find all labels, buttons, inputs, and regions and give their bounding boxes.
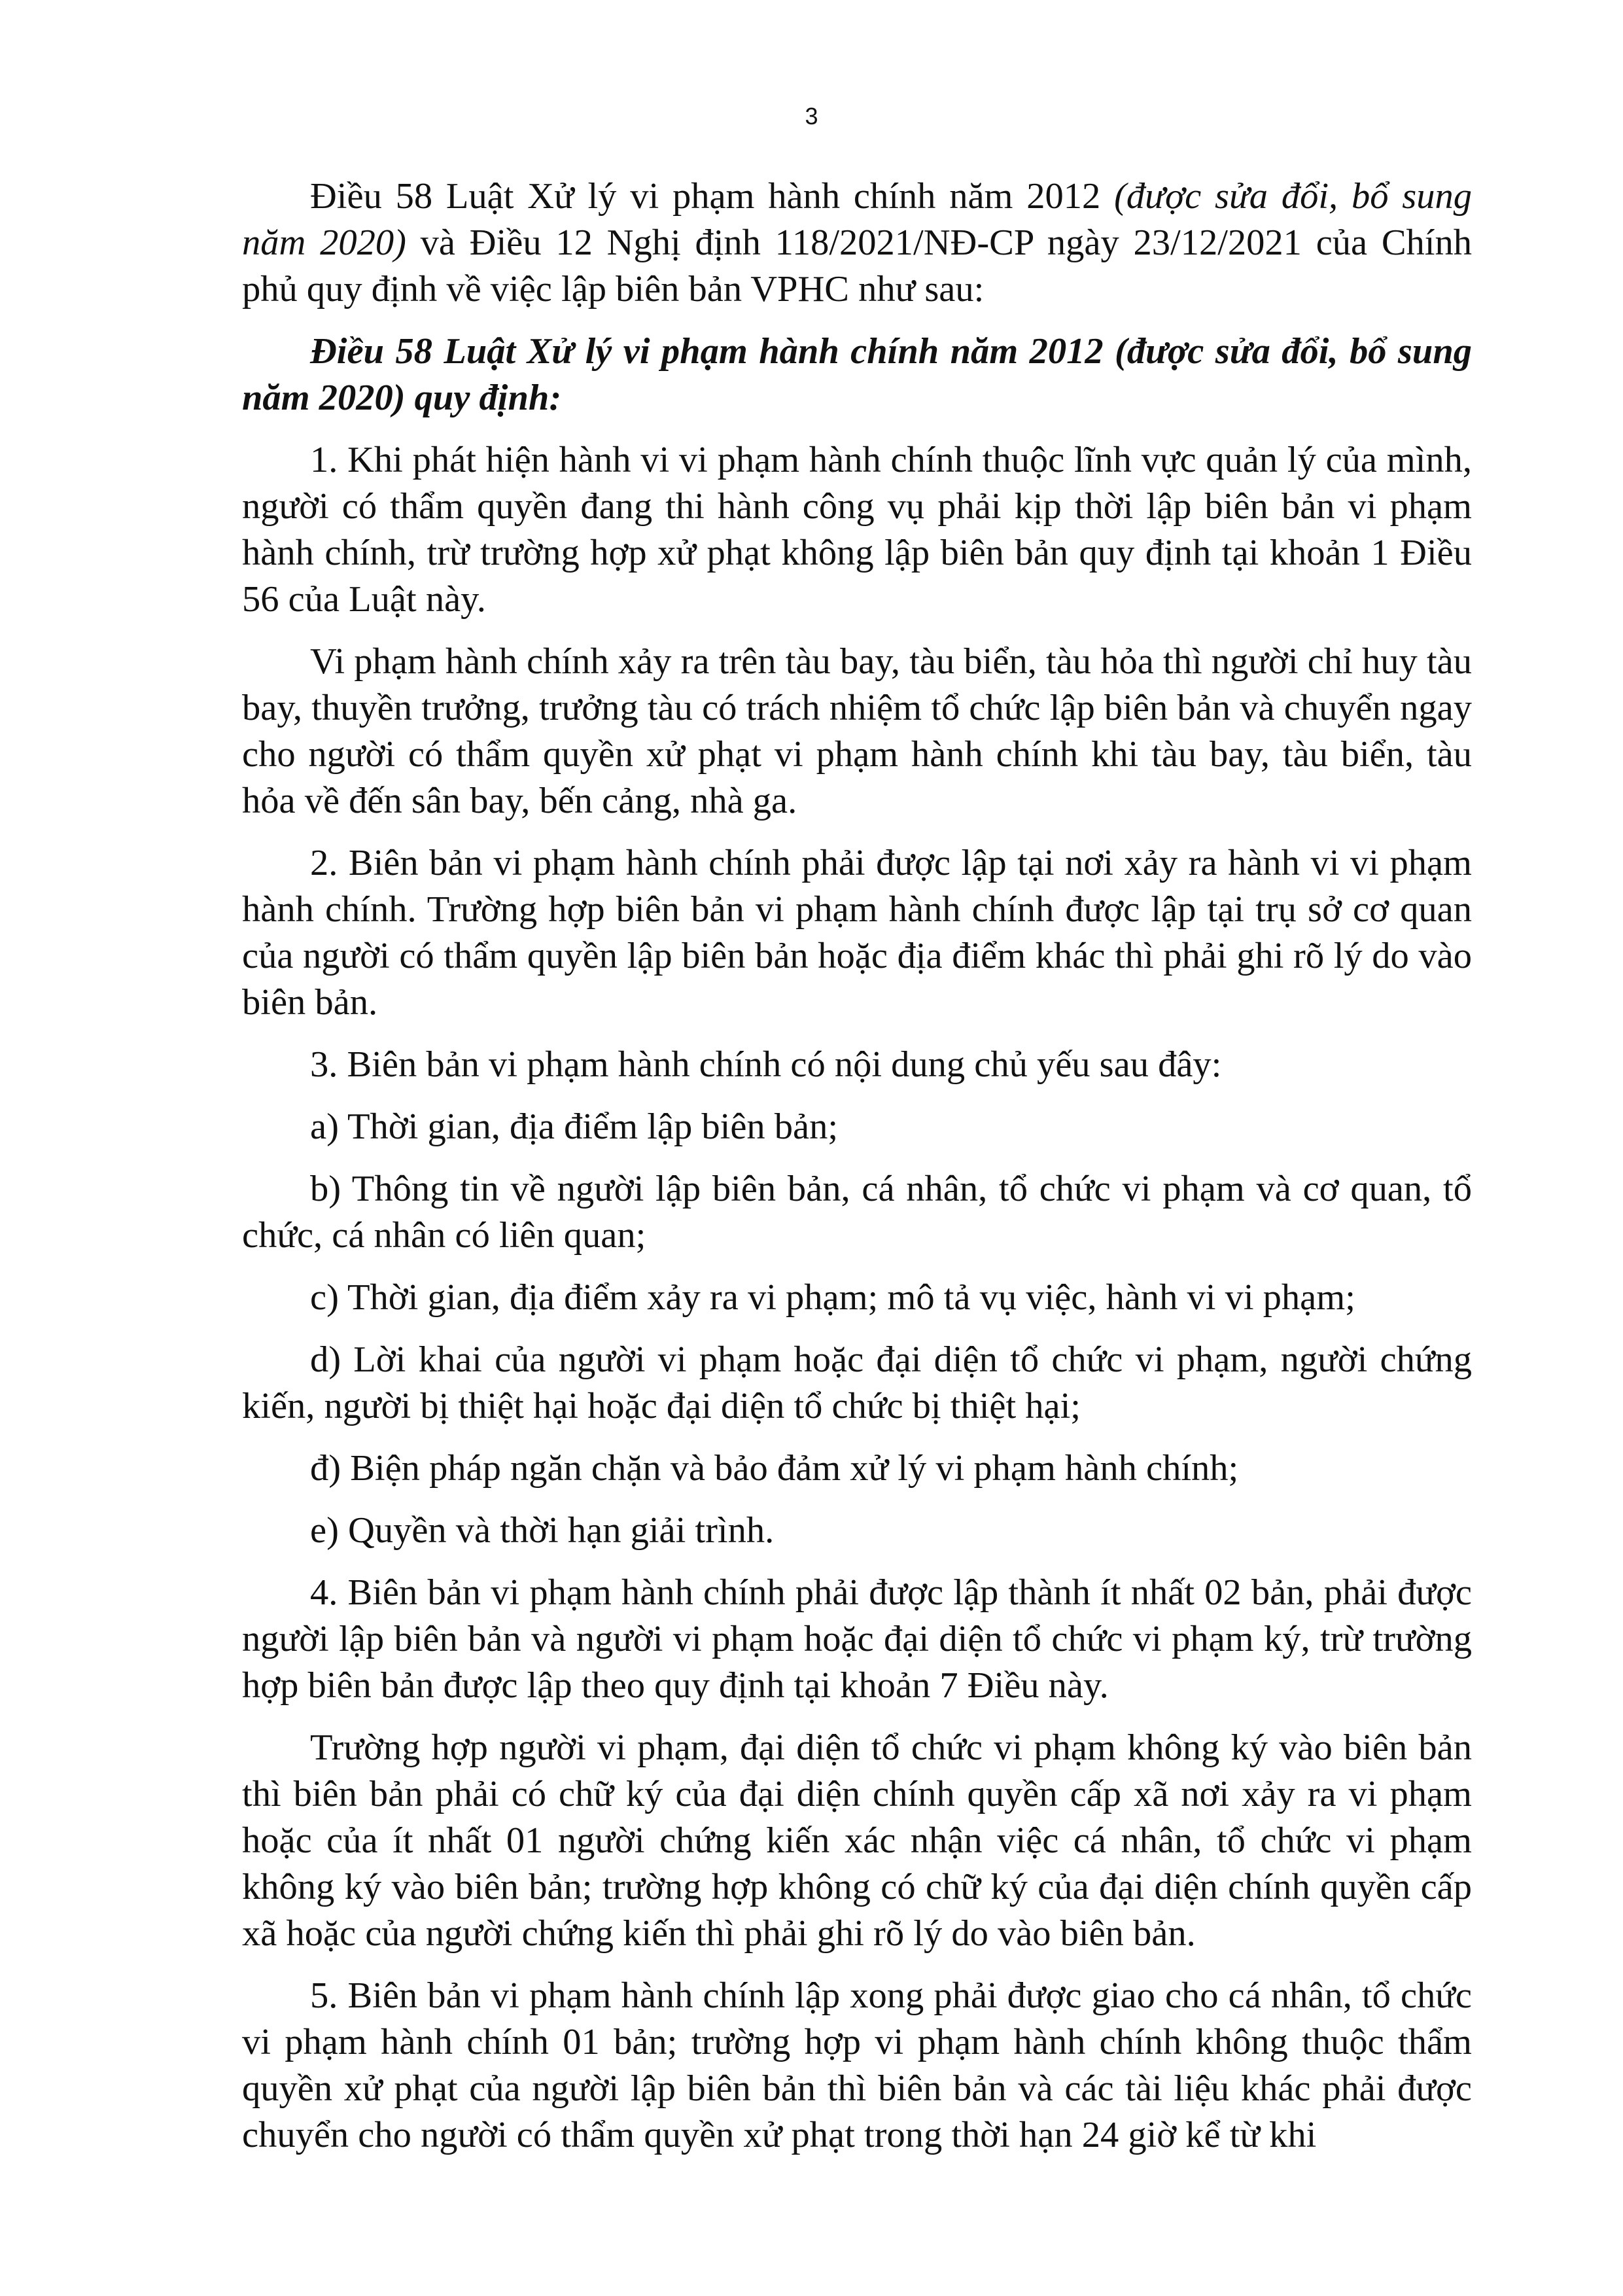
article-heading: Điều 58 Luật Xử lý vi phạm hành chính năm 2012 (được sửa đổi, bổ sung năm 2020) quy định:: [242, 331, 1472, 418]
clause-3-item-c: c) Thời gian, địa điểm xảy ra vi phạm; mô tả vụ việc, hành vi vi phạm;: [310, 1277, 1355, 1318]
clause-1: 1. Khi phát hiện hành vi vi phạm hành chính thuộc lĩnh vực quản lý của mình, người có thẩm quyền đang thi hành công vụ phải kịp thời lập biên bản vi phạm hành chính, trừ trường hợp xử phạt không lập biên bản quy định tại khoản 1 Điều 56 của Luật này.: [242, 440, 1472, 620]
clause-4: 4. Biên bản vi phạm hành chính phải được lập thành ít nhất 02 bản, phải được người lập biên bản và người vi phạm hoặc đại diện tổ chức vi phạm ký, trừ trường hợp biên bản được lập theo quy định tại khoản 7 Điều này.: [242, 1572, 1472, 1706]
clause-5: 5. Biên bản vi phạm hành chính lập xong phải được giao cho cá nhân, tổ chức vi phạm hành chính 01 bản; trường hợp vi phạm hành chính không thuộc thẩm quyền xử phạt của người lập biên bản thì biên bản và các tài liệu khác phải được chuyển cho người có thẩm quyền xử phạt trong thời hạn 24 giờ kể từ khi: [242, 1975, 1472, 2155]
clause-3-item-d: d) Lời khai của người vi phạm hoặc đại diện tổ chức vi phạm, người chứng kiến, người bị thiệt hại hoặc đại diện tổ chức bị thiệt hại;: [242, 1339, 1472, 1426]
intro-text-2: và Điều 12 Nghị định 118/2021/NĐ-CP ngày 23/12/2021 của Chính phủ quy định về việc lập biên bản VPHC như sau:: [242, 222, 1473, 309]
clause-3-item-e: e) Quyền và thời hạn giải trình.: [310, 1510, 775, 1551]
clause-3-item-b: b) Thông tin về người lập biên bản, cá nhân, tổ chức vi phạm và cơ quan, tổ chức, cá nhân có liên quan;: [242, 1169, 1472, 1256]
clause-2: 2. Biên bản vi phạm hành chính phải được lập tại nơi xảy ra hành vi vi phạm hành chính. Trường hợp biên bản vi phạm hành chính được lập tại trụ sở cơ quan của người có thẩm quyền lập biên bản hoặc địa điểm khác thì phải ghi rõ lý do vào biên bản.: [242, 843, 1472, 1023]
clause-3-item-dd: đ) Biện pháp ngăn chặn và bảo đảm xử lý vi phạm hành chính;: [310, 1448, 1239, 1489]
clause-4-continuation: Trường hợp người vi phạm, đại diện tổ chức vi phạm không ký vào biên bản thì biên bản phải có chữ ký của đại diện chính quyền cấp xã nơi xảy ra vi phạm hoặc của ít nhất 01 người chứng kiến xác nhận việc cá nhân, tổ chức vi phạm không ký vào biên bản; trường hợp không có chữ ký của đại diện chính quyền cấp xã hoặc của người chứng kiến thì phải ghi rõ lý do vào biên bản.: [242, 1727, 1472, 1954]
clause-3: 3. Biên bản vi phạm hành chính có nội dung chủ yếu sau đây:: [310, 1044, 1222, 1085]
page-number: 3: [805, 103, 818, 130]
intro-italic-text: (được sửa đổi, bổ sung năm 2020): [242, 176, 1472, 263]
clause-3-item-a: a) Thời gian, địa điểm lập biên bản;: [310, 1106, 839, 1147]
document-body: [242, 173, 1472, 2174]
clause-1-continuation: Vi phạm hành chính xảy ra trên tàu bay, tàu biển, tàu hỏa thì người chỉ huy tàu bay, thuyền trưởng, trưởng tàu có trách nhiệm tổ chức lập biên bản và chuyển ngay cho người có thẩm quyền xử phạt vi phạm hành chính khi tàu bay, tàu biển, tàu hỏa về đến sân bay, bến cảng, nhà ga.: [242, 641, 1472, 821]
intro-paragraph: [242, 173, 1472, 313]
intro-text-1: Điều 58 Luật Xử lý vi phạm hành chính năm 2012: [310, 176, 1115, 217]
